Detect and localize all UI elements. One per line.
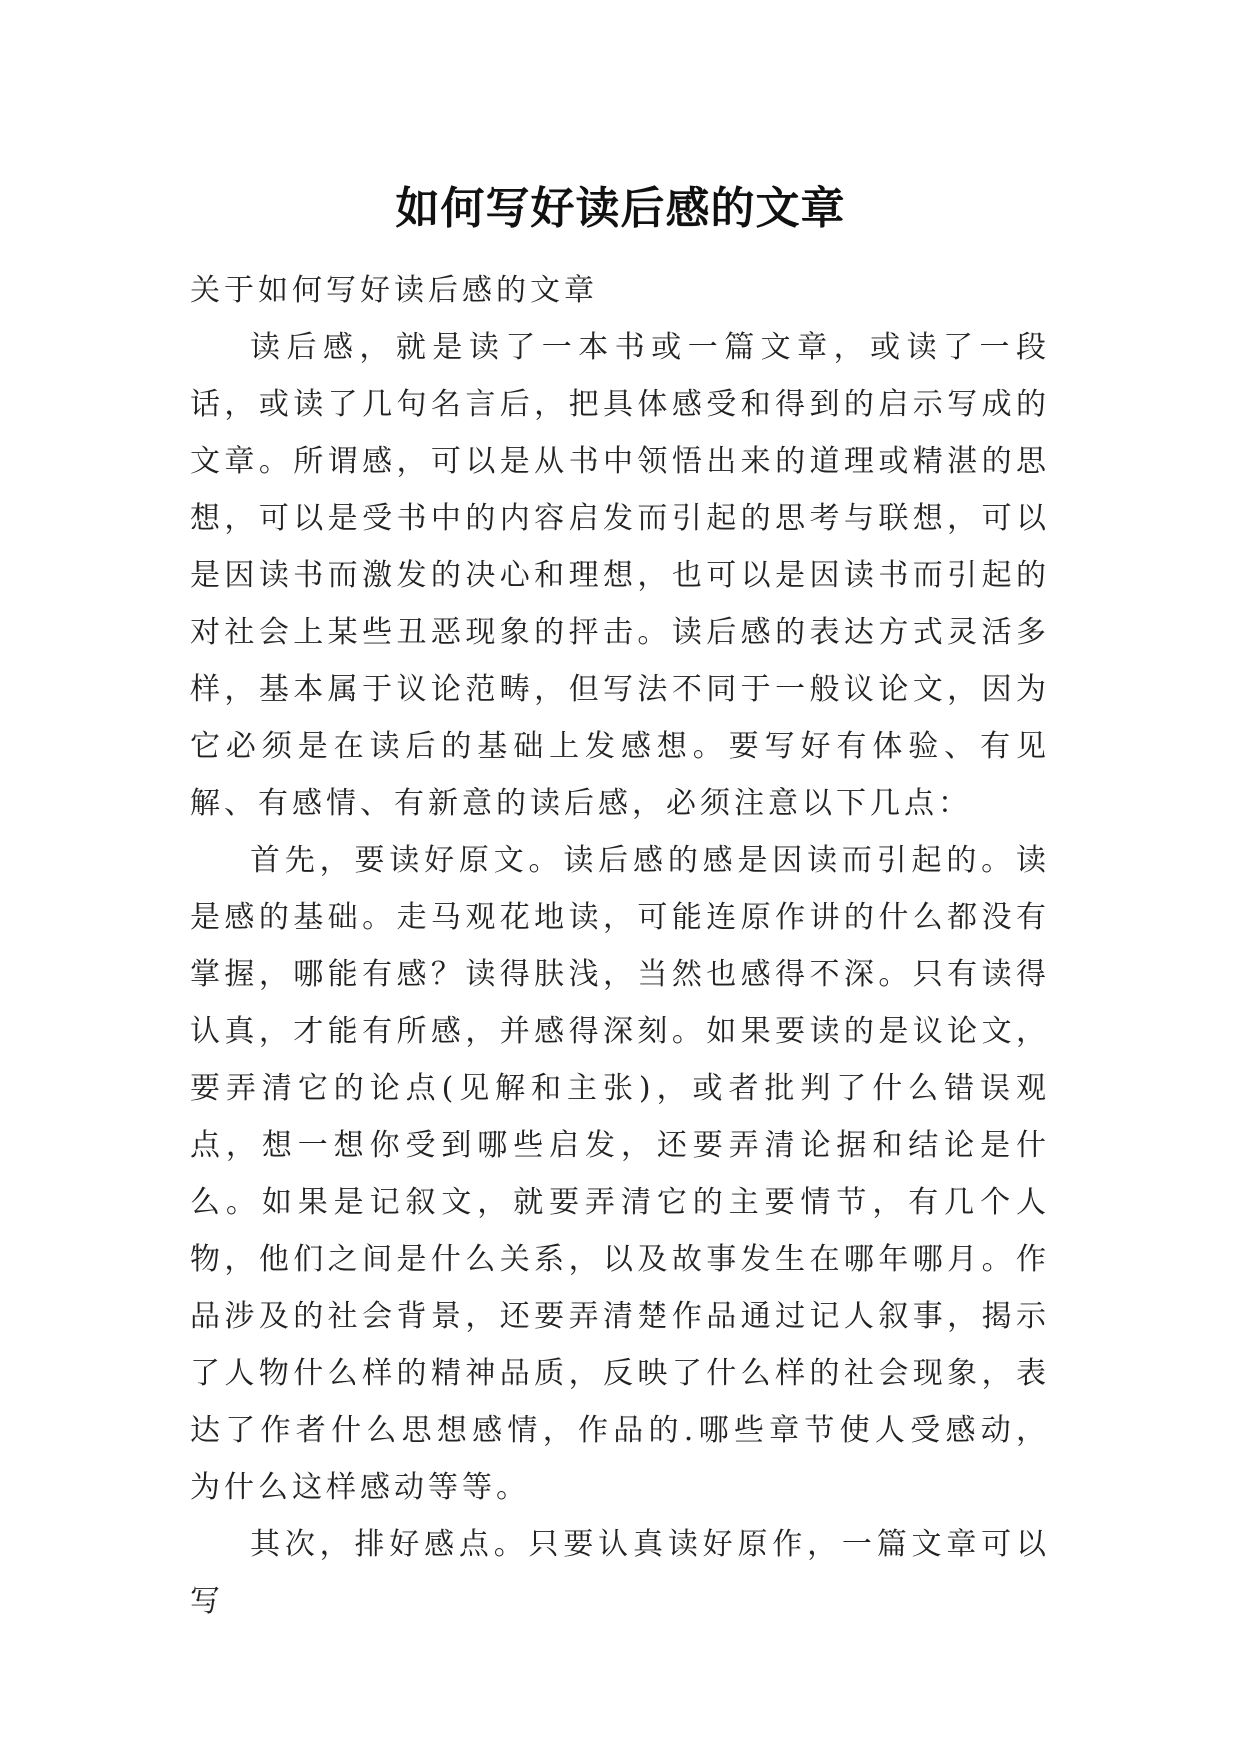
paragraph-intro: 读后感，就是读了一本书或一篇文章，或读了一段话，或读了几句名言后，把具体感受和得到的启示写成的文章。所谓感，可以是从书中领悟出来的道理或精湛的思想，可以是受书中的内容启发而引起的思考与联想，可以是因读书而激发的决心和理想，也可以是因读书而引起的对社会上某些丑恶现象的抨击。读后感的表达方式灵活多样，基本属于议论范畴，但写法不同于一般议论文，因为它必须是在读后的基础上发感想。要写好有体验、有见解、有感情、有新意的读后感，必须注意以下几点： (190, 330, 1050, 821)
paragraph-first-point: 首先，要读好原文。读后感的感是因读而引起的。读是感的基础。走马观花地读，可能连原作讲的什么都没有掌握，哪能有感？读得肤浅，当然也感得不深。只有读得认真，才能有所感，并感得深刻。如果要读的是议论文，要弄清它的论点(见解和主张)，或者批判了什么错误观点，想一想你受到哪些启发，还要弄清论据和结论是什么。如果是记叙文，就要弄清它的主要情节，有几个人物，他们之间是什么关系，以及故事发生在哪年哪月。作品涉及的社会背景，还要弄清楚作品通过记人叙事，揭示了人物什么样的精神品质，反映了什么样的社会现象，表达了作者什么思想感情，作品的.哪些章节使人受感动，为什么这样感动等等。 (190, 843, 1050, 1505)
paragraph-second-point: 其次，排好感点。只要认真读好原作，一篇文章可以写 (190, 1527, 1050, 1619)
document-body (190, 262, 1050, 1630)
document-subtitle: 关于如何写好读后感的文章 (190, 273, 598, 308)
document-title: 如何写好读后感的文章 (395, 183, 846, 235)
